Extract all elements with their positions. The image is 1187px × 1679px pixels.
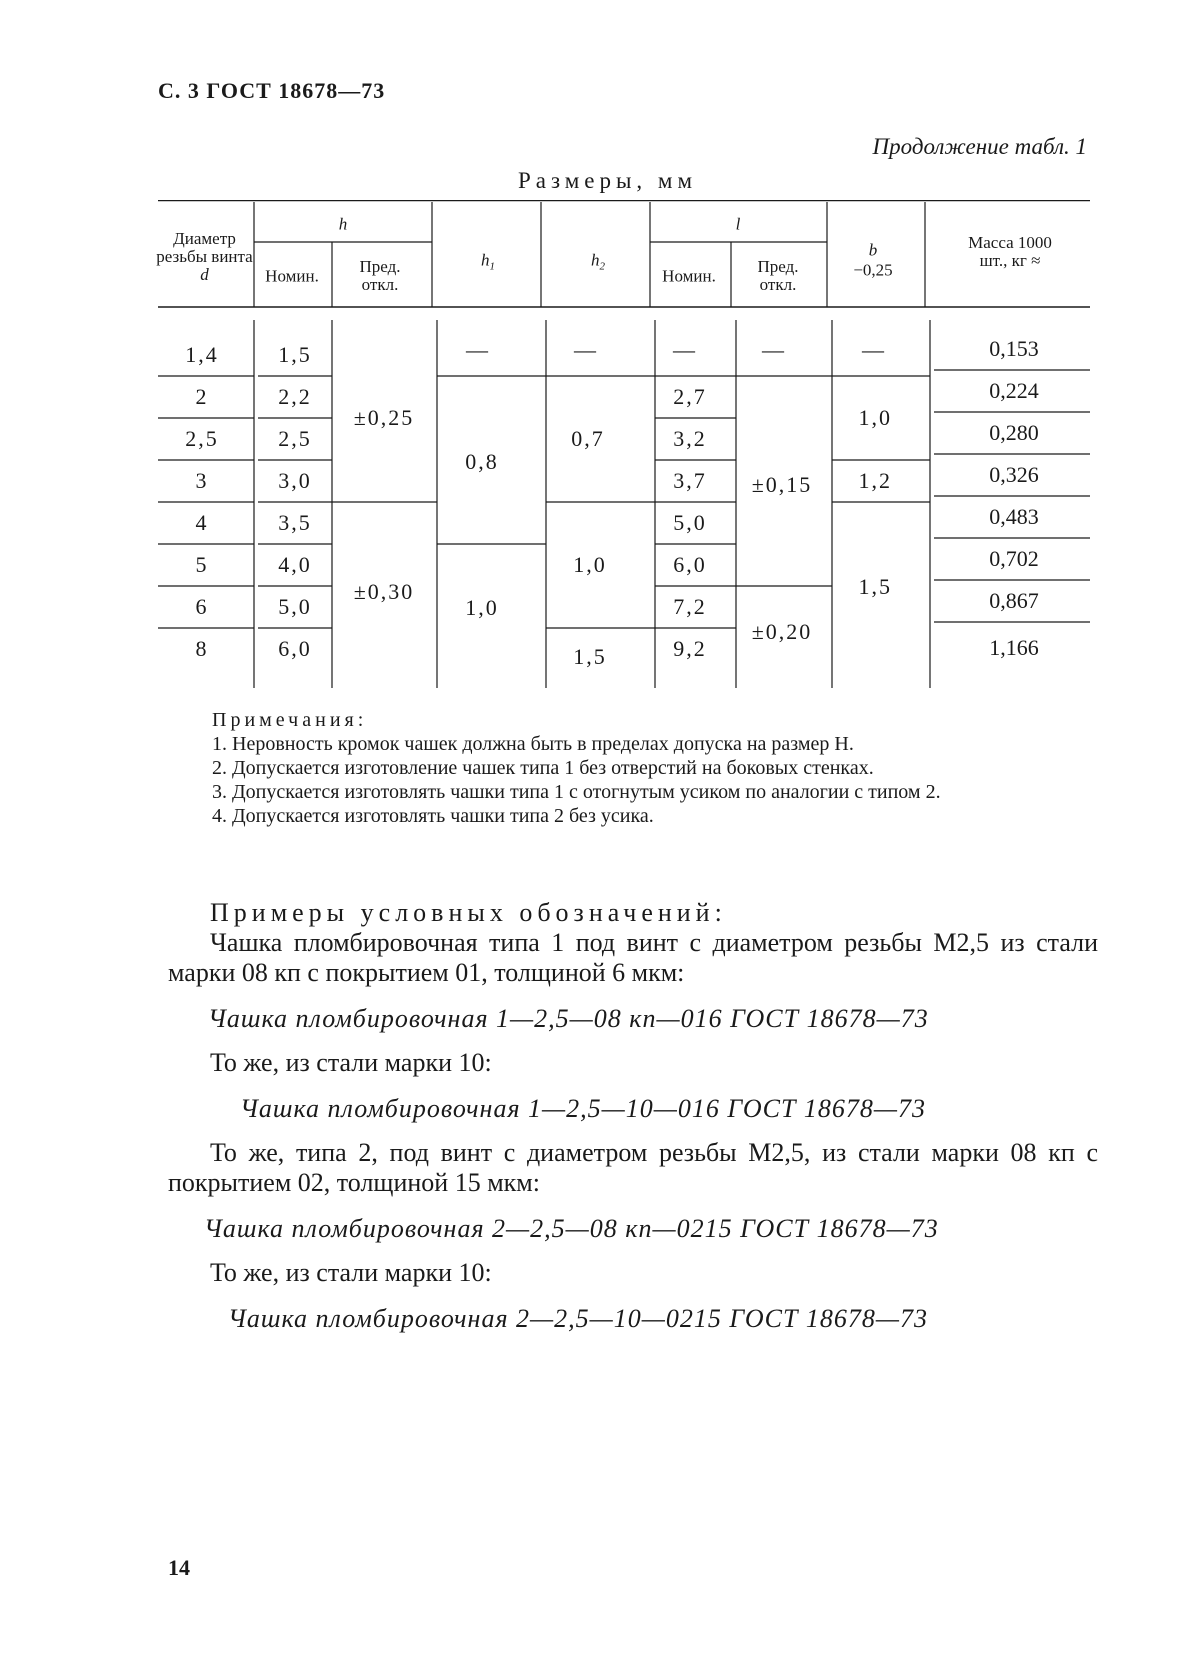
header-b-tolerance: −0,25 [853,260,893,280]
header-h: h [338,214,348,234]
cell-d: 6 [195,594,209,619]
cell-h-nominal: 4,0 [278,552,312,577]
example-designation: Чашка пломбировочная 2—2,5—08 кп—0215 ГОСТ 18678—73 [204,1214,939,1243]
cell-l-deviation: — [762,337,786,362]
cell-h-deviation: ±0,30 [353,579,415,604]
cell-l-deviation: ±0,20 [751,619,813,644]
example-designation: Чашка пломбировочная 2—2,5—10—0215 ГОСТ 18678—73 [228,1304,929,1333]
header-h-nominal: Номин. [265,266,319,286]
page-number: 14 [168,1555,190,1580]
header-diameter [152,230,257,284]
cell-h1: 1,0 [465,595,499,620]
header-l-nominal: Номин. [662,266,716,286]
cell-mass: 0,224 [989,378,1039,403]
cell-h-nominal: 5,0 [278,594,312,619]
header-h-deviation: Пред. откл. [359,257,401,294]
cell-b: 1,2 [858,468,892,493]
cell-h1: 0,8 [465,449,499,474]
cell-mass: 0,153 [989,336,1039,361]
cell-mass: 0,867 [989,588,1039,613]
cell-h2: 1,5 [573,644,607,669]
cell-l-nominal: 3,2 [673,426,707,451]
table-continuation-label: Продолжение табл. 1 [872,134,1087,159]
cell-l-deviation: ±0,15 [751,472,813,497]
cell-d: 5 [195,552,209,577]
example-text: То же, из стали марки 10: [210,1258,492,1287]
example-text: То же, типа 2, под винт с диаметром резьбы М2,5, из стали марки 08 кп с покрытием 02, толщиной 15 мкм: [168,1138,1098,1197]
notes-section [164,708,1099,828]
cell-h2: — [574,337,598,362]
cell-h-deviation: ±0,25 [353,405,415,430]
header-h2: $h_2$ [591,250,605,273]
page-header: С. 3 ГОСТ 18678—73 [158,78,386,103]
cell-l-nominal: 5,0 [673,510,707,535]
cell-d: 8 [195,636,209,661]
note-item: 2. Допускается изготовление чашек типа 1 без отверстий на боковых стенках. [212,757,874,779]
example-designation: Чашка пломбировочная 1—2,5—10—016 ГОСТ 18678—73 [240,1094,927,1123]
example-text: Чашка пломбировочная типа 1 под винт с диаметром резьбы М2,5 из стали марки 08 кп с покрытием 01, толщиной 6 мкм: [168,928,1098,987]
header-mass: Масса 1000 шт., кг ≈ [968,233,1052,270]
cell-mass: 0,483 [989,504,1039,529]
cell-h-nominal: 2,5 [278,426,312,451]
cell-b: — [862,337,886,362]
cell-h-nominal: 2,2 [278,384,312,409]
cell-h-nominal: 3,0 [278,468,312,493]
cell-mass: 0,702 [989,546,1039,571]
header-diameter-label: Диаметр резьбы винта [156,229,253,266]
cell-l-nominal: 6,0 [673,552,707,577]
cell-l-nominal: — [673,337,697,362]
cell-h1: — [466,337,490,362]
cell-b: 1,0 [858,405,892,430]
dimensions-table [158,200,1090,690]
examples-section [168,898,1098,1348]
cell-h-nominal: 6,0 [278,636,312,661]
cell-d: 2 [195,384,209,409]
header-diameter-symbol: d [200,265,209,284]
cell-d: 4 [195,510,209,535]
cell-l-nominal: 2,7 [673,384,707,409]
example-text: То же, из стали марки 10: [210,1048,492,1077]
cell-mass: 0,280 [989,420,1039,445]
note-item: 1. Неровность кромок чашек должна быть в пределах допуска на размер H. [212,733,854,755]
cell-mass: 0,326 [989,462,1039,487]
header-b: b [868,240,878,260]
note-item: 3. Допускается изготовлять чашки типа 1 с отогнутым усиком по аналогии с типом 2. [212,781,941,803]
note-item: 4. Допускается изготовлять чашки типа 2 без усика. [212,805,654,827]
cell-mass: 1,166 [989,635,1039,660]
notes-title: Примечания: [212,709,368,731]
cell-h2: 0,7 [571,426,605,451]
cell-h-nominal: 1,5 [278,342,312,367]
header-l-deviation: Пред. откл. [757,257,799,294]
cell-l-nominal: 3,7 [673,468,707,493]
cell-l-nominal: 7,2 [673,594,707,619]
cell-d: 3 [195,468,209,493]
examples-title: Примеры условных обозначений: [210,898,727,927]
cell-b: 1,5 [858,574,892,599]
table-caption: Размеры, мм [517,168,698,193]
cell-h2: 1,0 [573,552,607,577]
header-l: l [735,214,741,234]
cell-d: 1,4 [185,342,219,367]
cell-d: 2,5 [185,426,219,451]
cell-l-nominal: 9,2 [673,636,707,661]
header-h1: $h_1$ [481,250,495,273]
example-designation: Чашка пломбировочная 1—2,5—08 кп—016 ГОСТ 18678—73 [208,1004,929,1033]
cell-h-nominal: 3,5 [278,510,312,535]
